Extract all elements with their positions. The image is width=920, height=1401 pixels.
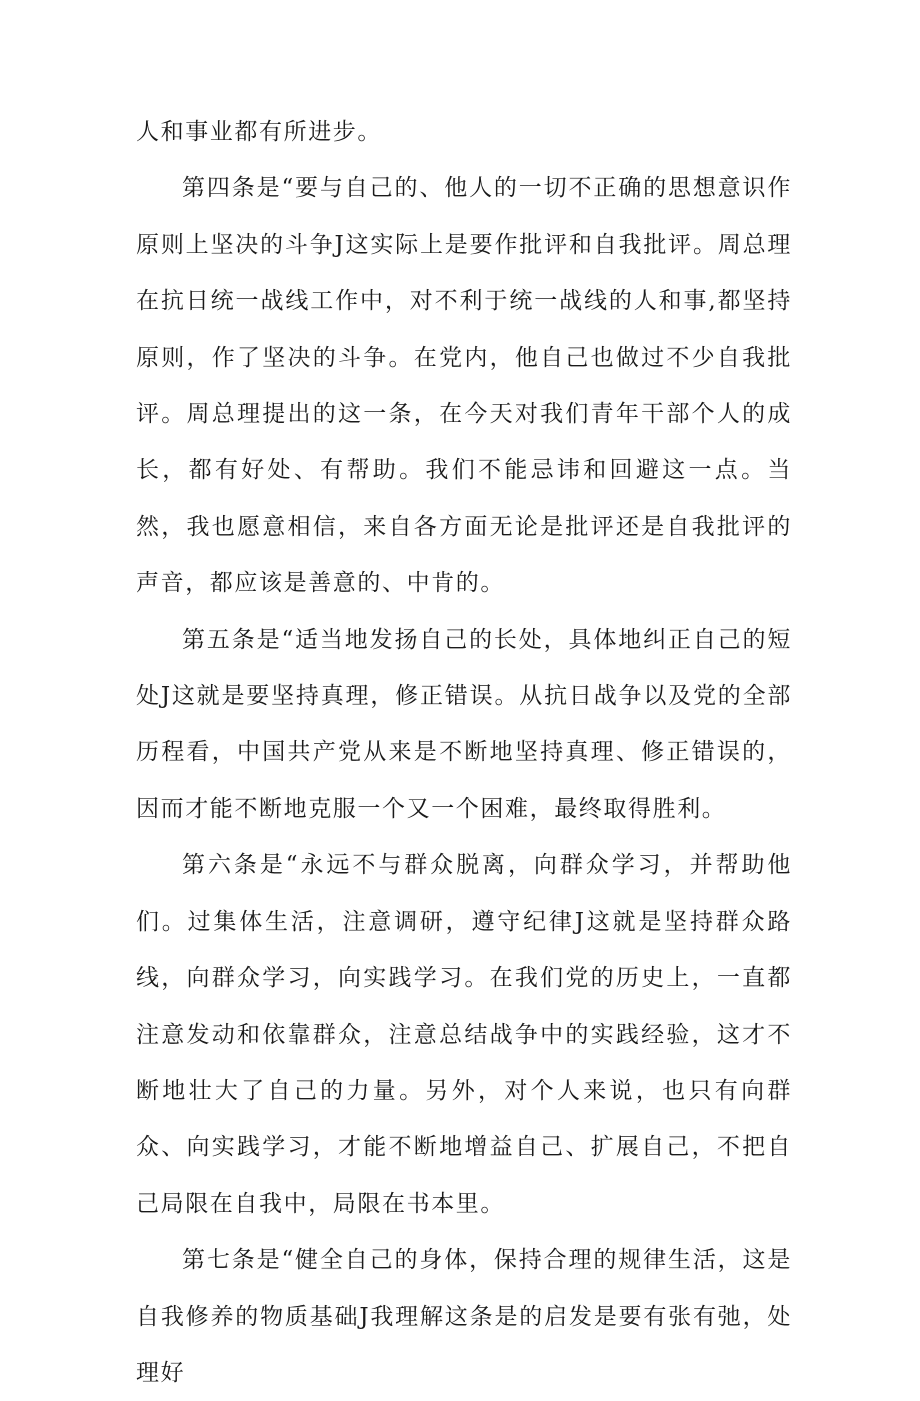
paragraph-article-seven: 第七条是“健全自己的身体，保持合理的规律生活，这是自我修养的物质基础J我理解这条是的启发是要有张有弛，处理好 bbox=[136, 1247, 792, 1386]
paragraph-article-four: 第四条是“要与自己的、他人的一切不正确的思想意识作原则上坚决的斗争J这实际上是要作批评和自我批评。周总理在抗日统一战线工作中，对不利于统一战线的人和事,都坚持原则，作了坚决的斗争。在党内，他自己也做过不少自我批评。周总理提出的这一条，在今天对我们青年干部个人的成长，都有好处、有帮助。我们不能忌讳和回避这一点。当然，我也愿意相信，来自各方面无论是批评还是自我批评的声音，都应该是善意的、中肯的。 bbox=[136, 175, 792, 597]
paragraph-article-five: 第五条是“适当地发扬自己的长处，具体地纠正自己的短处J这就是要坚持真理，修正错误。从抗日战争以及党的全部历程看，中国共产党从来是不断地坚持真理、修正错误的，因而才能不断地克服一个又一个困难，最终取得胜利。 bbox=[136, 626, 792, 822]
body-text bbox=[136, 104, 792, 1401]
paragraph-continuation: 人和事业都有所进步。 bbox=[136, 119, 382, 145]
paragraph-article-six: 第六条是“永远不与群众脱离，向群众学习，并帮助他们。过集体生活，注意调研，遵守纪律J这就是坚持群众路线，向群众学习，向实践学习。在我们党的历史上，一直都注意发动和依靠群众，注意总结战争中的实践经验，这才不断地壮大了自己的力量。另外，对个人来说，也只有向群众、向实践学习，才能不断地增益自己、扩展自己，不把自己局限在自我中，局限在书本里。 bbox=[136, 852, 792, 1217]
